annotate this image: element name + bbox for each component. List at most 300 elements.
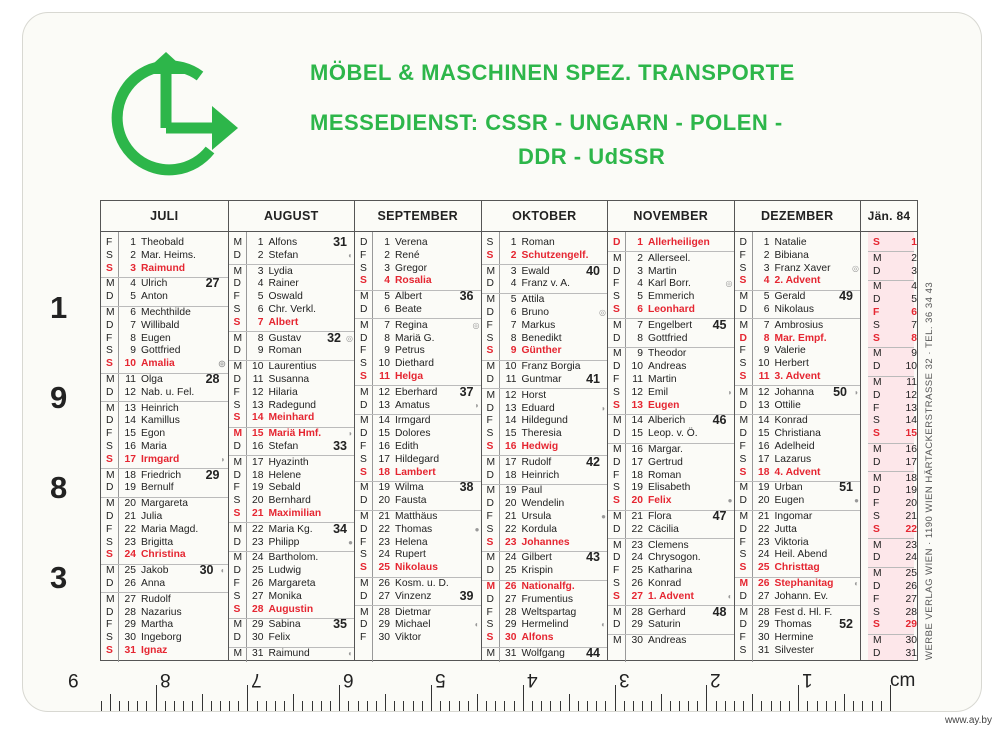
day-row xyxy=(355,291,482,304)
weekday-letter: F xyxy=(873,307,880,318)
weekday-letter: M xyxy=(106,278,115,290)
name-day: Flora xyxy=(648,511,672,522)
weekday-letter: M xyxy=(486,485,496,497)
day-number: 13 xyxy=(905,402,917,414)
day-number: 20 xyxy=(631,495,643,507)
weekday-letter: M xyxy=(739,578,749,589)
day-row xyxy=(101,607,228,620)
day-number: 25 xyxy=(378,562,390,574)
day-number: 14 xyxy=(124,415,136,427)
name-day: Guntmar xyxy=(521,374,562,385)
weekday-letter: D xyxy=(873,456,881,468)
day-row xyxy=(355,400,482,413)
ruler-label: 8 xyxy=(159,669,171,690)
name-day: Engelbert xyxy=(648,319,693,331)
weekday-letter: F xyxy=(873,498,880,510)
day-row xyxy=(735,263,862,276)
day-number: 29 xyxy=(124,619,136,631)
moon-phase-icon: ◎ xyxy=(852,263,859,273)
name-day: Eugen xyxy=(774,495,805,507)
day-number: 21 xyxy=(505,511,517,522)
day-number: 15 xyxy=(252,428,264,440)
day-number: 1 xyxy=(637,237,643,248)
day-number: 10 xyxy=(758,358,770,370)
ruler-tick xyxy=(211,701,212,711)
name-day: Julia xyxy=(141,511,163,522)
day-row xyxy=(735,645,862,658)
weekday-letter: M xyxy=(486,648,496,659)
day-row xyxy=(735,371,862,384)
day-row xyxy=(101,619,228,632)
weekday-letter: M xyxy=(233,523,243,535)
day-row xyxy=(482,485,609,498)
name-day: Paul xyxy=(521,485,543,497)
day-number: 17 xyxy=(378,453,390,465)
month-column xyxy=(354,201,481,660)
day-number: 27 xyxy=(631,590,643,602)
weekday-letter: D xyxy=(233,469,241,481)
weekday-letter: M xyxy=(739,386,749,398)
name-day: Andreas xyxy=(648,361,687,373)
weekday-letter: D xyxy=(106,482,114,494)
day-number: 27 xyxy=(378,590,390,602)
day-row xyxy=(735,549,862,562)
name-day: 2. Advent xyxy=(774,275,821,287)
ruler-tick xyxy=(532,701,533,711)
weekday-letter: D xyxy=(873,294,881,306)
weekday-letter: S xyxy=(233,412,241,424)
day-row xyxy=(735,578,862,591)
name-day: Emmerich xyxy=(648,291,695,303)
weekday-letter: F xyxy=(106,332,113,344)
ruler-tick xyxy=(312,701,313,711)
day-number: 8 xyxy=(257,332,264,344)
day-number: 2 xyxy=(510,249,517,261)
weekday-letter: M xyxy=(233,361,243,373)
day-row xyxy=(608,524,735,537)
weekday-letter: S xyxy=(613,399,620,411)
day-number: 14 xyxy=(505,415,517,427)
name-day: Roman xyxy=(268,345,302,357)
weekday-letter: S xyxy=(106,453,113,465)
weekday-letter: D xyxy=(360,495,368,507)
month-column xyxy=(734,201,861,660)
ruler-tick xyxy=(780,701,781,711)
day-number: 2 xyxy=(130,249,136,261)
day-number: 17 xyxy=(252,456,264,468)
publisher-imprint xyxy=(924,200,944,660)
day-number: 19 xyxy=(505,485,517,497)
weekday-letter: S xyxy=(613,291,620,303)
weekday-letter: S xyxy=(106,345,113,357)
ruler-tick xyxy=(220,701,221,711)
weekday-letter: M xyxy=(873,377,882,388)
weekday-letter: M xyxy=(360,511,369,522)
day-number: 18 xyxy=(378,466,390,478)
moon-phase-icon: ◐ xyxy=(601,620,606,630)
name-day: Heinrich xyxy=(521,469,560,481)
weekday-letter: S xyxy=(486,249,494,261)
week-number: 43 xyxy=(586,550,600,565)
day-number: 23 xyxy=(124,536,136,548)
week-number: 44 xyxy=(586,646,600,660)
name-day: Bartholom. xyxy=(268,552,319,564)
day-row xyxy=(229,457,356,470)
day-row xyxy=(229,250,356,263)
name-day: Ursula xyxy=(521,511,552,522)
week-number: 28 xyxy=(205,372,220,386)
ruler-tick xyxy=(697,701,698,711)
weekday-letter: F xyxy=(106,237,113,248)
day-row xyxy=(355,263,482,276)
day-row xyxy=(101,237,228,250)
day-row xyxy=(608,619,735,632)
name-day: Jakob xyxy=(141,565,169,577)
day-row xyxy=(735,333,862,346)
day-row xyxy=(101,632,228,645)
day-row xyxy=(355,537,482,550)
day-number: 8 xyxy=(384,332,390,344)
ruler-tick xyxy=(431,685,432,711)
ruler-label: 7 xyxy=(251,669,262,690)
day-number: 12 xyxy=(758,386,770,398)
day-number: 3 xyxy=(763,262,770,274)
name-day: Roman xyxy=(521,237,555,248)
ruler-label: 5 xyxy=(435,669,446,690)
day-row xyxy=(482,403,609,416)
name-day: Günther xyxy=(521,345,562,357)
moon-phase-icon: ◗ xyxy=(601,403,606,413)
weekday-letter: M xyxy=(360,578,369,589)
day-number: 26 xyxy=(252,578,264,589)
day-number: 9 xyxy=(911,348,917,360)
ruler-tick xyxy=(165,701,166,711)
day-number: 15 xyxy=(905,428,917,440)
name-day: Stefan xyxy=(268,249,299,261)
day-row xyxy=(735,562,862,575)
name-day: Gilbert xyxy=(521,552,552,564)
ruler-tick xyxy=(541,701,542,711)
day-row xyxy=(861,552,921,565)
day-number: 16 xyxy=(905,444,917,455)
ruler-tick xyxy=(385,694,386,711)
weekday-letter: F xyxy=(106,428,113,440)
day-row xyxy=(229,578,356,591)
day-number: 9 xyxy=(763,345,770,357)
ruler-tick xyxy=(468,701,469,711)
day-row xyxy=(355,428,482,441)
day-number: 15 xyxy=(758,428,770,440)
day-number: 18 xyxy=(905,472,917,484)
moon-phase-icon: ◗ xyxy=(854,387,859,397)
ruler-tick xyxy=(330,701,331,711)
weekday-letter: M xyxy=(739,415,749,427)
weekday-letter: S xyxy=(739,358,747,370)
name-day: Nab. u. Fel. xyxy=(141,386,195,398)
name-day: Mariä G. xyxy=(395,332,435,344)
month-column xyxy=(607,201,734,660)
day-row xyxy=(101,403,228,416)
moon-phase-icon: ● xyxy=(601,512,606,521)
day-number: 24 xyxy=(378,549,390,561)
day-row xyxy=(355,250,482,263)
name-day: Gertrud xyxy=(648,456,683,468)
weekday-letter: S xyxy=(233,590,241,602)
weekday-letter: S xyxy=(739,562,747,574)
name-day: Cäcilia xyxy=(648,523,679,535)
day-row xyxy=(861,607,921,620)
weekday-letter: S xyxy=(486,237,494,248)
day-number: 21 xyxy=(905,511,917,522)
day-row xyxy=(482,390,609,403)
day-row xyxy=(229,400,356,413)
day-number: 12 xyxy=(378,386,390,398)
weekday-letter: M xyxy=(486,456,496,468)
weekday-letter: S xyxy=(873,332,880,344)
day-number: 18 xyxy=(124,469,136,481)
day-number: 10 xyxy=(905,361,917,373)
day-number: 19 xyxy=(378,482,390,494)
day-row xyxy=(861,594,921,607)
weekday-letter: M xyxy=(486,581,496,592)
day-number: 7 xyxy=(257,316,264,328)
day-number: 12 xyxy=(124,386,136,398)
day-row xyxy=(355,467,482,480)
ruler-tick xyxy=(688,701,689,711)
calendar-grid xyxy=(100,200,918,661)
name-day: Edith xyxy=(395,441,419,452)
name-day: Regina xyxy=(395,319,428,331)
day-row xyxy=(101,441,228,454)
weekday-letter: F xyxy=(360,441,367,452)
weekday-letter: D xyxy=(106,291,114,303)
day-row xyxy=(355,454,482,467)
name-day: Silvester xyxy=(774,645,814,656)
ruler-tick xyxy=(835,701,836,711)
day-number: 28 xyxy=(378,606,390,618)
name-day: Helene xyxy=(268,469,302,481)
day-number: 20 xyxy=(378,495,390,507)
weekday-letter: M xyxy=(739,291,749,303)
day-number: 14 xyxy=(758,415,770,427)
day-number: 30 xyxy=(631,635,643,647)
day-row xyxy=(608,317,735,333)
day-number: 4 xyxy=(510,278,517,290)
day-row xyxy=(482,552,609,565)
name-day: Alfons xyxy=(521,632,554,644)
name-day: Kosm. u. D. xyxy=(395,578,449,589)
name-day: Gregor xyxy=(395,262,428,274)
day-number: 10 xyxy=(378,358,390,370)
day-number: 4 xyxy=(763,275,770,287)
weekday-letter: D xyxy=(739,619,747,631)
day-row xyxy=(101,578,228,591)
ruler-tick xyxy=(266,701,267,711)
day-number: 5 xyxy=(911,294,917,306)
day-row xyxy=(735,291,862,304)
weekday-letter: D xyxy=(106,319,114,331)
day-row xyxy=(608,511,735,524)
weekday-letter: D xyxy=(613,237,621,248)
day-row xyxy=(861,524,921,537)
ruler-tick xyxy=(238,701,239,711)
ruler-tick xyxy=(174,701,175,711)
name-day: Ludwig xyxy=(268,565,302,577)
name-day: Anna xyxy=(141,578,166,589)
name-day: Roman xyxy=(648,469,682,481)
moon-phase-icon: ● xyxy=(348,537,353,547)
moon-phase-icon: ◎ xyxy=(218,359,226,369)
name-day: Christtag xyxy=(774,562,820,574)
name-day: Verena xyxy=(395,237,428,248)
name-day: Susanna xyxy=(268,374,310,385)
weekday-letter: F xyxy=(233,482,240,494)
day-number: 10 xyxy=(505,361,517,373)
name-day: Kordula xyxy=(521,523,557,535)
name-day: Martin xyxy=(648,374,677,385)
day-row xyxy=(482,581,609,594)
month-name: OKTOBER xyxy=(482,201,608,232)
week-number: 42 xyxy=(586,454,600,469)
day-number: 17 xyxy=(905,456,917,468)
day-number: 7 xyxy=(384,319,390,331)
ruler-label: 6 xyxy=(343,669,354,690)
weekday-letter: M xyxy=(613,415,622,427)
weekday-letter: S xyxy=(233,399,241,411)
day-number: 4 xyxy=(130,278,136,290)
day-row xyxy=(608,374,735,387)
day-row xyxy=(229,482,356,495)
name-day: Thomas xyxy=(774,619,812,631)
day-row xyxy=(101,333,228,346)
day-row xyxy=(229,387,356,400)
weekday-letter: D xyxy=(486,593,494,605)
day-row xyxy=(608,253,735,266)
weekday-letter: S xyxy=(106,549,113,561)
ruler-tick xyxy=(358,701,359,711)
day-row xyxy=(101,250,228,263)
name-day: Maria Kg. xyxy=(268,523,313,535)
name-day: Michael xyxy=(395,619,431,631)
week-number: 47 xyxy=(712,509,727,523)
month-name: JULI xyxy=(101,201,228,232)
name-day: Bruno xyxy=(521,307,549,318)
name-day: Christina xyxy=(141,549,186,561)
day-row xyxy=(229,521,356,537)
day-number: 20 xyxy=(758,495,770,507)
weekday-letter: S xyxy=(486,523,494,535)
day-number: 22 xyxy=(905,523,917,535)
name-day: Raimund xyxy=(268,648,310,659)
name-day: Theresia xyxy=(521,428,562,440)
ruler-tick xyxy=(624,701,625,711)
name-day: Franz v. A. xyxy=(521,278,570,290)
day-row xyxy=(608,387,735,400)
name-day: Rainer xyxy=(268,278,299,290)
ruler-tick xyxy=(459,701,460,711)
name-day: Konrad xyxy=(648,578,682,589)
moon-phase-icon: ◐ xyxy=(348,649,353,658)
ruler-tick xyxy=(560,701,561,711)
name-day: Johannes xyxy=(521,536,570,548)
day-row xyxy=(355,345,482,358)
day-row xyxy=(608,457,735,470)
week-number: 35 xyxy=(333,617,347,632)
ruler-tick xyxy=(376,701,377,711)
week-number: 46 xyxy=(712,413,727,428)
day-row xyxy=(101,387,228,400)
name-day: Gerald xyxy=(774,291,806,303)
weekday-letter: D xyxy=(873,485,881,497)
moon-phase-icon: ◐ xyxy=(727,591,733,601)
ruler-tick xyxy=(192,701,193,711)
day-row xyxy=(229,619,356,632)
weekday-letter: D xyxy=(233,374,241,385)
day-number: 1 xyxy=(911,237,917,248)
name-day: Bibiana xyxy=(774,249,809,261)
day-row xyxy=(229,552,356,565)
ruler-tick xyxy=(284,701,285,711)
weekday-letter: F xyxy=(360,345,367,357)
day-row xyxy=(482,237,609,250)
ruler-tick xyxy=(495,701,496,711)
weekday-letter: D xyxy=(873,389,881,401)
weekday-letter: F xyxy=(106,619,113,631)
week-number: 38 xyxy=(459,480,474,495)
weekday-letter: M xyxy=(739,511,749,522)
weekday-letter: M xyxy=(233,428,243,440)
day-row xyxy=(861,485,921,498)
day-number: 17 xyxy=(505,456,517,468)
weekday-letter: M xyxy=(360,415,369,427)
day-row xyxy=(101,537,228,550)
weekday-letter: S xyxy=(360,371,367,382)
moon-phase-icon: ● xyxy=(854,496,859,506)
day-row xyxy=(229,345,356,358)
day-number: 1 xyxy=(384,237,390,248)
weekday-letter: F xyxy=(739,536,746,548)
day-number: 21 xyxy=(124,511,136,522)
day-row xyxy=(229,304,356,317)
weekday-letter: D xyxy=(613,619,621,631)
day-number: 20 xyxy=(124,498,136,510)
weekday-letter: S xyxy=(486,345,494,357)
ruler-tick xyxy=(293,694,294,711)
day-row xyxy=(608,415,735,428)
day-number: 26 xyxy=(378,578,390,589)
day-row xyxy=(482,607,609,620)
weekday-letter: S xyxy=(106,358,113,370)
week-number: 45 xyxy=(712,317,727,332)
day-number: 5 xyxy=(257,291,264,303)
day-number: 14 xyxy=(905,415,917,427)
weekday-letter: M xyxy=(360,319,369,331)
name-day: Heil. Abend xyxy=(774,549,828,561)
day-number: 19 xyxy=(758,482,770,494)
day-row xyxy=(482,307,609,320)
weekday-letter: F xyxy=(486,606,493,618)
weekday-letter: D xyxy=(873,648,881,659)
weekday-letter: D xyxy=(613,428,621,440)
day-row xyxy=(735,482,862,495)
day-row xyxy=(735,320,862,333)
day-number: 12 xyxy=(252,386,264,398)
weekday-letter: D xyxy=(486,307,494,318)
weekday-letter: D xyxy=(613,552,621,564)
moon-phase-icon: ◎ xyxy=(472,320,480,330)
name-day: Lambert xyxy=(395,466,436,478)
month-name: NOVEMBER xyxy=(608,201,734,232)
